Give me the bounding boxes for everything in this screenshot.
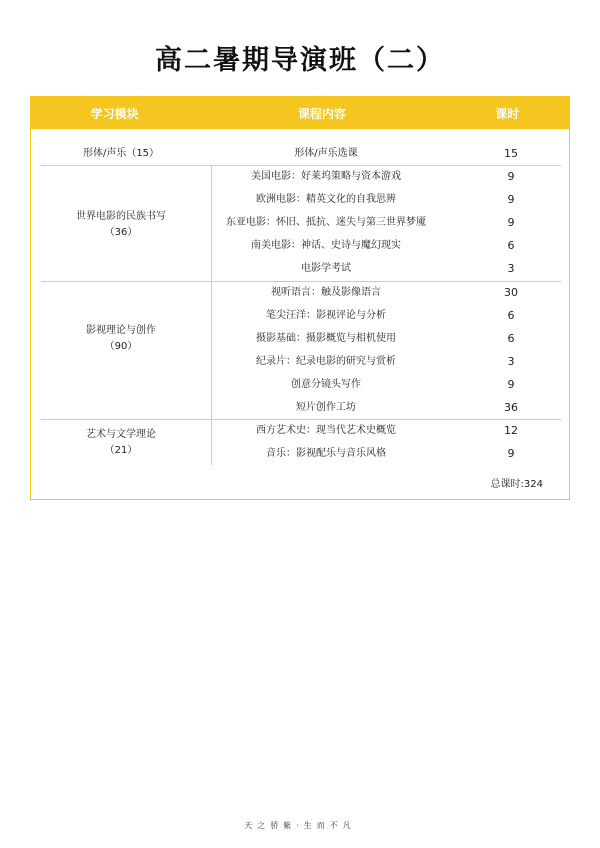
module-name: 世界电影的民族书写 [76,211,166,222]
module-name: 艺术与文学理论 [86,429,156,440]
course-hours: 9 [507,216,515,229]
course-name: 创意分镜头写作 [291,379,361,390]
total-hours: 总课时:324 [490,479,543,490]
header-hours: 课时 [495,106,520,121]
course-name: 欧洲电影：精英文化的自我思辨 [256,194,396,205]
header-course: 课程内容 [297,106,346,121]
course-hours: 15 [504,147,518,160]
header-module: 学习模块 [90,106,139,121]
course-name: 笔尖汪洋：影视评论与分析 [266,310,386,321]
module-count: （90） [104,341,138,352]
module-name: 影视理论与创作 [86,325,156,336]
course-hours: 36 [504,401,518,414]
footer-slogan: 天之骄紫·生而不凡 [244,821,356,830]
course-hours: 3 [507,355,515,368]
course-hours: 6 [507,239,515,252]
module-count: （21） [104,445,138,456]
page-title: 高二暑期导演班（二） [155,45,445,76]
course-name: 摄影基础：摄影概览与相机使用 [256,333,396,344]
course-hours: 30 [504,286,518,299]
course-hours: 6 [507,332,515,345]
course-name: 美国电影：好莱坞策略与资本游戏 [251,171,401,182]
module-name: 形体/声乐（15） [82,148,160,159]
course-name: 短片创作工坊 [296,402,356,413]
course-name: 视听语言：触及影像语言 [271,287,381,298]
course-name: 形体/声乐选课 [294,148,358,159]
course-name: 纪录片：纪录电影的研究与赏析 [256,356,396,367]
course-name: 音乐：影视配乐与音乐风格 [266,448,386,459]
course-hours: 6 [507,309,515,322]
table-header [31,97,569,129]
course-hours: 9 [507,447,515,460]
course-hours: 9 [507,170,515,183]
course-hours: 9 [507,378,515,391]
course-table [30,96,570,500]
course-hours: 12 [504,424,518,437]
course-name: 电影学考试 [301,263,351,274]
course-name: 南美电影：神话、史诗与魔幻现实 [251,240,401,251]
course-name: 东亚电影：怀旧、抵抗、迷失与第三世界梦魇 [226,217,426,228]
course-hours: 9 [507,193,515,206]
module-count: （36） [104,227,138,238]
course-name: 西方艺术史：现当代艺术史概览 [256,425,396,436]
course-hours: 3 [507,262,515,275]
